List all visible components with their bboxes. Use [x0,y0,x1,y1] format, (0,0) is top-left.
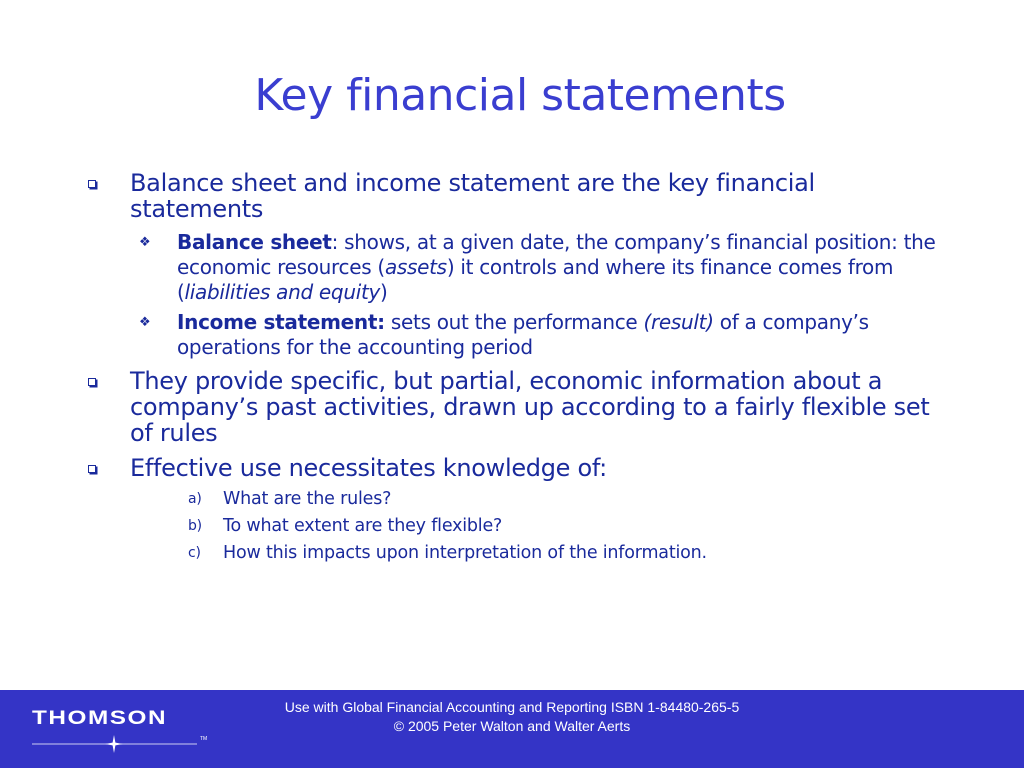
list-item [188,487,923,511]
footer-line-2: © 2005 Peter Walton and Walter Aerts [393,718,631,734]
square-bullet-icon [88,368,98,394]
footer-line-1: Use with Global Financial Accounting and Reporting ISBN 1-84480-265-5 [284,699,740,715]
list-item-text: To what extent are they flexible? [223,516,503,536]
diamond-bullet-icon: ❖ [139,315,151,330]
sub-bullet-item [139,310,937,360]
term-income-statement: Income statement: [177,310,385,334]
trademark-mark: TM [200,736,208,742]
logo-wordmark: THOMSON [32,708,168,729]
list-marker: c) [188,545,201,561]
sub-bullet-text: of a company’s operations for the accounting period [177,310,869,359]
bullet-text: They provide specific, but partial, economic information about a company’s past activities, drawn up according to a fairly flexible set of rules [130,367,930,447]
list-marker: a) [188,491,202,507]
list-item-text: What are the rules? [223,489,392,509]
term-assets: assets [384,255,447,279]
list-item-text: How this impacts upon interpretation of the information. [223,543,707,563]
sub-bullet-text: sets out the performance [384,310,644,334]
footer-citation [232,698,792,736]
sub-bullet-text: : shows, at a given date, the company’s financial position: the economic resources ( [177,230,936,279]
footer-bar [0,690,1024,768]
list-marker: b) [188,518,202,534]
bullet-item [130,455,950,481]
bullet-item [130,170,950,222]
bullet-text: Effective use necessitates knowledge of: [130,454,607,482]
sub-bullet-text: ) it controls and where its finance comes from ( [177,255,894,304]
square-bullet-icon [88,170,98,196]
bullet-text: Balance sheet and income statement are the key financial statements [130,169,815,223]
sub-bullet-text: ) [380,280,388,304]
bullet-item [130,368,950,446]
star-icon [32,734,212,754]
list-item [188,514,923,538]
square-bullet-icon [88,455,98,481]
term-liabilities-equity: liabilities and equity [184,280,381,304]
thomson-logo [32,708,212,758]
diamond-bullet-icon: ❖ [139,235,151,250]
term-result: (result) [643,310,714,334]
term-balance-sheet: Balance sheet [177,230,332,254]
list-item [188,541,923,565]
sub-bullet-item [139,230,937,305]
slide-title: Key financial statements [254,70,786,121]
